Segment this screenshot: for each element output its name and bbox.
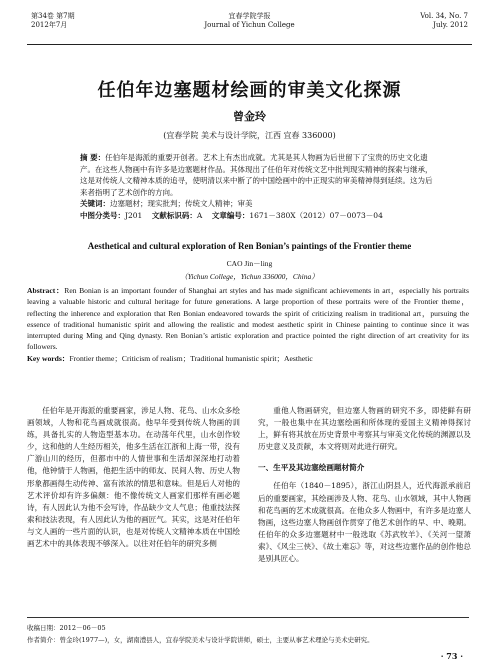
volume-issue: 第34卷 第7期 — [31, 12, 75, 20]
body-paragraph: 重他人物画研究，但边塞人物画的研究不多，即使鲜有研究，一般也集中在其边塞绘画和所体现的爱国主义精神得探讨上，鲜有将其放在历史背景中考察其与审美文化传统的渊源以及历史意义及贡献，本文将则对此进行研究。 — [258, 406, 471, 452]
english-author: CAO Jin－ling — [226, 259, 273, 268]
keywords-label: 关键词： — [80, 199, 110, 208]
class-value: J201 — [125, 210, 143, 220]
body-paragraph: 任伯年是开海派的重要画家，涉足人物、花鸟、山水众多绘画领域，人物和花鸟画成就很高。他早年受到传统人物画的训练，具备扎实的人物造型基本功。在动荡年代里，山水创作较少，这和他的人生经历相关，他多生活在江浙和上海一带，没有广游山川的经历，但都市中的人情世事和生活却深深地打动着他，他钟情于人物画，他把生活中的师友、民间人物、历史人物形象都画得生动传神、富有浓浓的情思和意味。但是后人对他的艺术评价却有许多偏颇：他不像传统文人画家们那样有画必题诗，有人因此认为他不会写诗，作品缺少文人气息；他重技法探索和技法表现，有人因此认为他的画匠气。其实，这是对任伯年与文人画的一些片面的认识，也是对传统人文精神本质在中国绘画艺术中的具体表现不够深入。以往对任伯年的研究多侧 — [27, 406, 240, 549]
running-header — [27, 6, 472, 45]
keywords-text: 边塞题材；现实批判；传统文人精神；审美 — [110, 199, 253, 208]
class-label: 中图分类号： — [80, 210, 125, 220]
english-affiliation: （Yichun College，Yichun 336000，China） — [180, 272, 319, 281]
paper-title: 任伯年边塞题材绘画的审美文化探源 — [97, 80, 402, 101]
journal-name-cn: 宜春学院学报 — [228, 12, 271, 20]
header-center — [27, 12, 472, 30]
english-keywords-text: Frontier theme；Criticism of realism；Traditional humanistic spirit；Aesthetic — [69, 353, 313, 363]
code-label: 文献标识码： — [151, 210, 197, 220]
english-abstract-paragraph — [27, 285, 469, 353]
keywords-line — [80, 198, 433, 210]
footnote — [27, 617, 469, 646]
author-bio: 作者简介：曾金玲(1977—)，女，湖南澧县人，宜春学院美术与设计学院讲师，硕士，主要从事艺术理论与美术史研究。 — [27, 636, 374, 644]
classification-line — [80, 210, 433, 222]
body-column-left — [27, 405, 240, 550]
header-right — [420, 12, 468, 30]
english-keywords-label: Key words： — [27, 353, 70, 363]
abstract-label: 摘 要： — [80, 153, 106, 162]
code-value: A — [196, 210, 203, 220]
english-abstract — [27, 285, 469, 364]
abstract-cn — [80, 152, 433, 221]
page-number: · 73 · — [440, 651, 463, 661]
body-column-right — [258, 405, 471, 565]
author-name: 曾金玲 — [233, 110, 266, 123]
issue-date-cn: 2012年7月 — [31, 21, 68, 29]
journal-name-en: Journal of Yichun College — [204, 21, 295, 29]
article-no-value: 1671－380X（2012）07－0073－04 — [249, 210, 383, 220]
received-date: 收稿日期：2012－06－05 — [27, 624, 106, 632]
abstract-paragraph — [80, 152, 433, 198]
english-abstract-text: Ren Bonian is an important founder of Shanghai art styles and has made significant achievements in art，especially his portraits leaving a valuable historic and cultural heritage for future generations. A large proportion of these portraits were of the Frontier theme，reflecting the inherence and exploration that Ren Bonian endeavored towards the spirit of criticizing realism in traditional art，pursuing the essence of traditional humanistic spirit and allowing the realistic and modest aesthetic spirit in Chinese painting to continue since it was interrupted during Ming and Qing dynasty. Ren Bonian’s artistic exploration and practice pointed the right direction of art creativity for its followers. — [27, 286, 469, 352]
english-abstract-label: Abstract： — [27, 286, 65, 295]
volume-issue-en: Vol. 34, No. 7 — [420, 12, 468, 20]
article-no-label: 文章编号： — [211, 210, 250, 220]
english-title: Aesthetical and cultural exploration of Ren Bonian’s paintings of the Frontier theme — [87, 241, 412, 251]
author-affiliation: (宜春学院 美术与设计学院，江西 宜春 336000) — [163, 131, 336, 140]
issue-date-en: July. 2012 — [433, 21, 468, 29]
section-heading: 一、生平及其边塞绘画题材简介 — [258, 463, 365, 473]
body-paragraph: 任伯年（1840－1895），浙江山阴县人，近代海派承前启后的重要画家，其绘画涉及人物、花鸟、山水领域，其中人物画和花鸟画的艺术成就很高。在他众多人物画中，有许多是边塞人物画，这些边塞人物画创作贯穿了他艺术创作的早、中、晚期。任伯年的众多边塞题材中一般选取《苏武牧羊》、《关河一望萧索》、《风尘三侠》、《故土难忘》等，对这些边塞作品的创作他总是别具匠心。 — [258, 481, 471, 564]
abstract-text: 任伯年是海派的重要开创者。艺术上有杰出成就。尤其是其人物画为后世留下了宝贵的历史文化遗产。在这些人物画中有许多是边塞题材作品。其体现出了任伯年对传统文艺中批判现实精神的探索与继承，这是对传统人文精神本质的追寻，使明清以来中断了的中国绘画中的中正现实的审美精神得到延续。这为后来者指明了艺术创作的方向。 — [80, 153, 433, 197]
english-keywords-line — [27, 353, 469, 364]
